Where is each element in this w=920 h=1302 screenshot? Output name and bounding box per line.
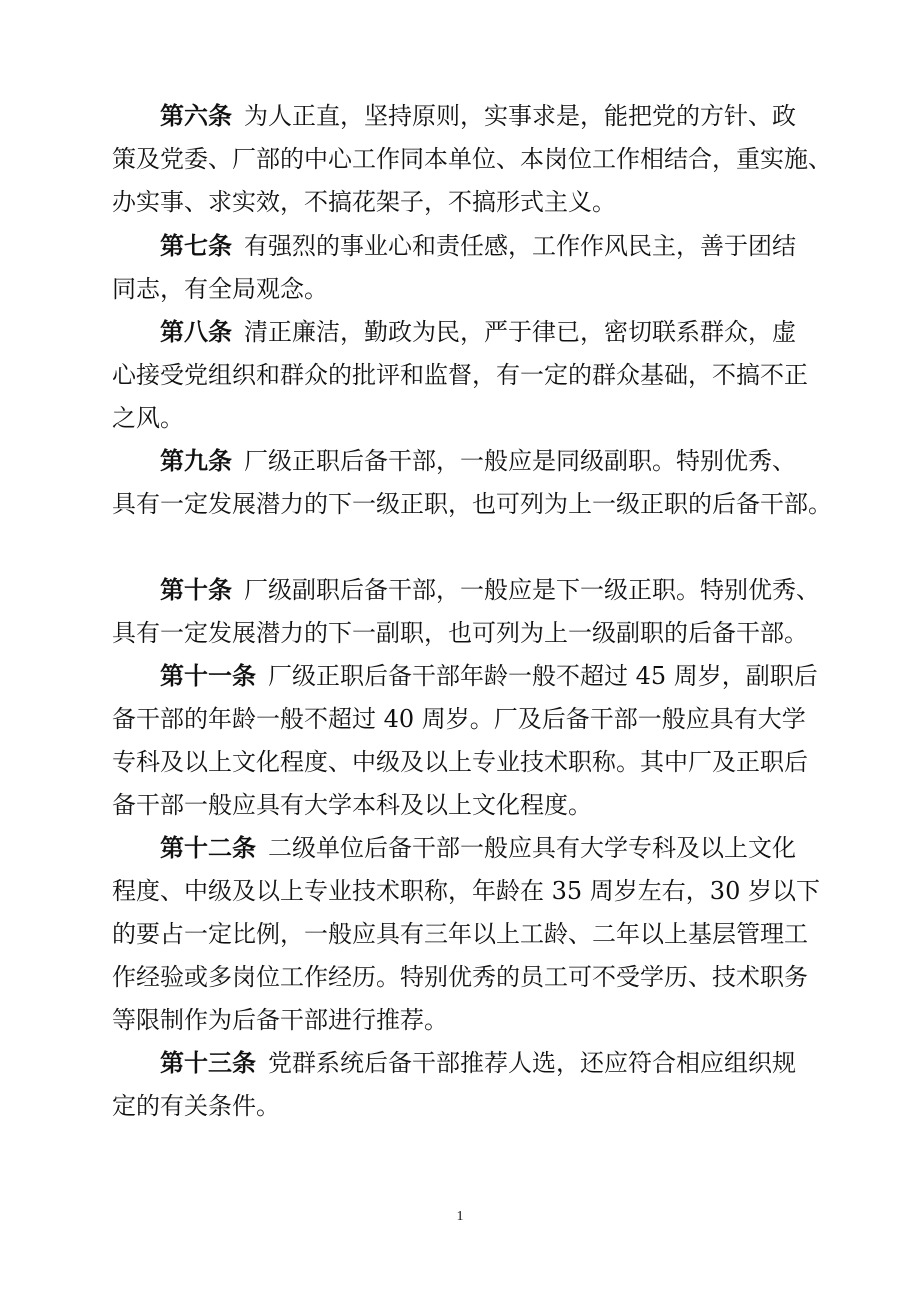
article-13-line-1 — [160, 1047, 796, 1079]
article-11-text: 厂级正职后备干部年龄一般不超过 45 周岁，副职后 — [268, 662, 818, 690]
article-13-line-2: 定的有关条件。 — [112, 1092, 280, 1120]
page-number: 1 — [456, 1209, 464, 1224]
article-12-title: 第十二条 — [160, 834, 256, 862]
article-9-line-2: 具有一定发展潜力的下一级正职，也可列为上一级正职的后备干部。 — [112, 490, 832, 518]
article-7-text: 有强烈的事业心和责任感，工作作风民主，善于团结 — [244, 232, 796, 260]
article-8-line-2: 心接受党组织和群众的批评和监督，有一定的群众基础，不搞不正 — [112, 361, 808, 389]
article-6-line-2: 策及党委、厂部的中心工作同本单位、本岗位工作相结合，重实施、 — [112, 145, 832, 173]
article-12-line-3: 的要占一定比例，一般应具有三年以上工龄、二年以上基层管理工 — [112, 920, 808, 948]
article-11-line-2: 备干部的年龄一般不超过 40 周岁。厂及后备干部一般应具有大学 — [112, 705, 806, 733]
article-8-text: 清正廉洁，勤政为民，严于律已，密切联系群众，虚 — [244, 318, 796, 346]
article-7-line-2: 同志，有全局观念。 — [112, 275, 328, 303]
article-9-title: 第九条 — [160, 447, 232, 475]
article-9-line-1 — [160, 445, 796, 477]
article-12-text: 二级单位后备干部一般应具有大学专科及以上文化 — [268, 834, 796, 862]
article-11-line-4: 备干部一般应具有大学本科及以上文化程度。 — [112, 791, 592, 819]
article-12-line-1 — [160, 832, 796, 864]
article-8-line-3: 之风。 — [112, 404, 184, 432]
article-11-line-3: 专科及以上文化程度、中级及以上专业技术职称。其中厂及正职后 — [112, 748, 808, 776]
article-8-line-1 — [160, 316, 796, 348]
article-7-line-1 — [160, 230, 796, 262]
article-6-line-1 — [160, 100, 796, 132]
article-13-text: 党群系统后备干部推荐人选，还应符合相应组织规 — [268, 1049, 796, 1077]
article-7-title: 第七条 — [160, 232, 232, 260]
article-10-title: 第十条 — [160, 576, 232, 604]
article-12-line-2: 程度、中级及以上专业技术职称，年龄在 35 周岁左右，30 岁以下 — [112, 877, 820, 905]
article-6-line-3: 办实事、求实效，不搞花架子，不搞形式主义。 — [112, 188, 616, 216]
article-11-title: 第十一条 — [160, 662, 256, 690]
article-12-line-5: 等限制作为后备干部进行推荐。 — [112, 1006, 448, 1034]
article-10-line-2: 具有一定发展潜力的下一副职，也可列为上一级副职的后备干部。 — [112, 619, 808, 647]
article-12-line-4: 作经验或多岗位工作经历。特别优秀的员工可不受学历、技术职务 — [112, 963, 808, 991]
article-8-title: 第八条 — [160, 318, 232, 346]
article-10-line-1 — [160, 574, 820, 606]
article-11-line-1 — [160, 660, 818, 692]
article-10-text: 厂级副职后备干部，一般应是下一级正职。特别优秀、 — [244, 576, 820, 604]
article-6-title: 第六条 — [160, 102, 232, 130]
article-9-text: 厂级正职后备干部，一般应是同级副职。特别优秀、 — [244, 447, 796, 475]
article-13-title: 第十三条 — [160, 1049, 256, 1077]
article-6-text: 为人正直，坚持原则，实事求是，能把党的方针、政 — [244, 102, 796, 130]
